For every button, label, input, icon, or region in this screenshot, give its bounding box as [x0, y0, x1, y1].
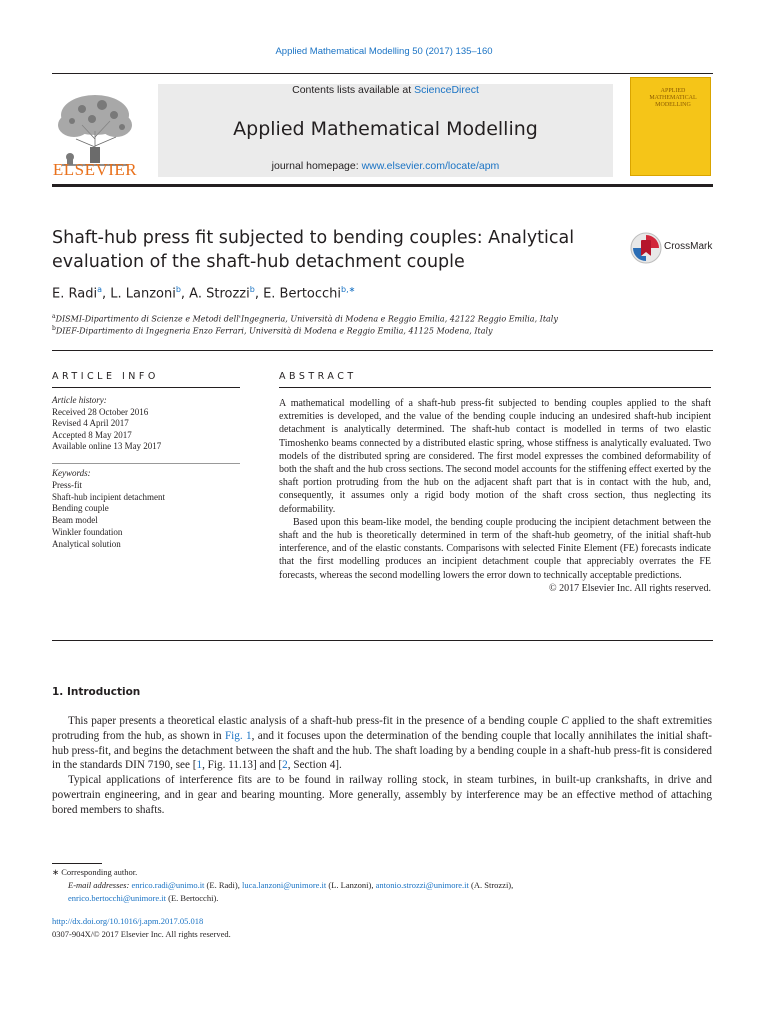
contents-line	[158, 84, 613, 96]
header-thick-rule	[52, 184, 713, 187]
email-link[interactable]: luca.lanzoni@unimore.it	[241, 879, 327, 890]
cover-title: APPLIED MATHEMATICAL MODELLING	[649, 88, 697, 108]
history-item: Accepted 8 May 2017	[52, 429, 132, 440]
keywords-rule	[52, 463, 240, 464]
reference-link-2[interactable]: 2	[282, 759, 288, 772]
abstract-paragraph: A mathematical modelling of a shaft-hub press-fit subjected to bending couples applied to the shaft extremities is developed, and the value of the bending couple inducing an undesired shaft-hub incipient detachment is analytically determined. The shaft-hub contact is modelled in terms of two elastic Timoshenko beams connected by a distributed elastic spring, whose stiffness is analytically evaluated. Two models of the distributed spring are considered. The first model expresses the combined deformability of both the shaft and the hub cross sections. The second model accounts for the stiffening effect exerted by the shaft portion protruding from the hub on the adjacent shaft part that is in contact with the hub, and, consequently, it assumes only a rigid body motion of the shaft cross section, thus neglecting its deformability.	[279, 398, 711, 515]
introduction-body	[52, 714, 712, 818]
text: This paper presents a theoretical elastic analysis of a shaft-hub press-fit in the presence of a bending couple	[68, 715, 562, 727]
sciencedirect-link[interactable]: ScienceDirect	[414, 84, 479, 96]
affiliation-b	[52, 325, 493, 336]
author-name[interactable]: A. Strozzi	[189, 286, 250, 302]
homepage-line	[158, 160, 613, 172]
author-separator: ,	[101, 286, 111, 302]
journal-reference[interactable]: Applied Mathematical Modelling 50 (2017) 135–160	[275, 46, 493, 57]
article-info-heading: ARTICLE INFO	[52, 371, 159, 382]
author-name[interactable]: E. Bertocchi	[263, 286, 342, 302]
doi-block	[52, 915, 231, 941]
keyword: Bending couple	[52, 503, 109, 514]
doi-link[interactable]: http://dx.doi.org/10.1016/j.apm.2017.05.018	[52, 916, 204, 926]
keywords-label: Keywords:	[52, 468, 91, 478]
homepage-prefix: journal homepage:	[271, 160, 362, 172]
author-affiliation-marker[interactable]: b	[175, 285, 181, 294]
contents-prefix: Contents lists available at	[292, 84, 415, 96]
abstract-heading: ABSTRACT	[279, 371, 357, 382]
author-separator: ,	[180, 286, 190, 302]
issn-line: 0307-904X/© 2017 Elsevier Inc. All rights reserved.	[52, 928, 231, 939]
abstract-body	[279, 397, 711, 595]
history-item: Received 28 October 2016	[52, 406, 149, 417]
email-addresses	[52, 879, 712, 905]
keyword: Beam model	[52, 515, 98, 526]
figure-link[interactable]: Fig. 1	[224, 729, 252, 742]
author-affiliation-marker[interactable]: a	[97, 285, 102, 294]
email-label: E-mail addresses:	[68, 879, 132, 890]
keywords-list	[52, 468, 240, 551]
keyword: Shaft-hub incipient detachment	[52, 491, 165, 502]
intro-paragraph	[52, 714, 712, 773]
author-name[interactable]: E. Radi	[52, 286, 98, 302]
keyword: Winkler foundation	[52, 526, 123, 537]
article-history	[52, 395, 240, 453]
affiliation-marker: a	[52, 313, 56, 320]
text: , Section 4].	[287, 759, 342, 772]
author-separator: ,	[254, 286, 264, 302]
keyword: Analytical solution	[52, 538, 121, 549]
email-link[interactable]: antonio.strozzi@unimore.it	[375, 879, 469, 890]
symbol-c: C	[561, 715, 569, 727]
crossmark-icon[interactable]	[630, 232, 662, 264]
abstract-paragraph: Based upon this beam-like model, the bending couple producing the incipient detachment between the shaft and the hub is theoretically determined in term of the shaft-hub geometry, of the initial shaft-hub interference, and of the elastic constants. Comparisons with selected Finite Element (FE) forecasts indicate that the first modelling produces an incipient detachment couple that appreciably overrates the FE forecasts, whereas the second modelling lowers the error down to technically acceptable predictions.	[279, 516, 711, 581]
abstract-copyright: © 2017 Elsevier Inc. All rights reserved.	[548, 582, 711, 594]
journal-homepage-link[interactable]: www.elsevier.com/locate/apm	[361, 160, 500, 172]
history-label: Article history:	[52, 395, 107, 405]
author-affiliation-marker[interactable]: b,∗	[341, 285, 356, 294]
history-item: Available online 13 May 2017	[52, 441, 162, 452]
header-rule	[52, 73, 713, 74]
email-link[interactable]: enrico.radi@unimo.it	[131, 879, 205, 890]
history-item: Revised 4 April 2017	[52, 418, 129, 429]
journal-title: Applied Mathematical Modelling	[233, 118, 538, 140]
abstract-rule	[279, 387, 711, 388]
affiliation-a	[52, 313, 558, 324]
text: applied to the shaft extremities protruding from the hub, as shown in	[52, 715, 713, 742]
author-list	[52, 285, 355, 301]
affiliation-marker: b	[52, 325, 56, 332]
email-owner: (L. Lanzoni),	[326, 879, 376, 890]
paper-title: Shaft-hub press fit subjected to bending couples: Analytical evaluation of the shaft-hub detachment couple	[52, 228, 575, 272]
crossmark-label[interactable]: CrossMark	[664, 241, 713, 252]
reference-link-1[interactable]: 1	[196, 759, 203, 772]
corresponding-author-note: ∗ Corresponding author.	[52, 867, 138, 877]
intro-paragraph: Typical applications of interference fits are to be found in railway rolling stock, in steam turbines, in built-up crankshafts, in drive and powertrain engineering, and in gear and bearing mounting. More generally, assembly by interference may be an effective method of attaching bored members to shafts.	[52, 774, 712, 816]
footnotes	[52, 866, 712, 904]
section-rule	[52, 350, 713, 351]
email-owner: (A. Strozzi),	[468, 879, 514, 890]
email-owner: (E. Bertocchi).	[166, 892, 219, 903]
text: , Fig. 11.13] and [	[202, 759, 283, 772]
journal-cover-thumbnail[interactable]	[630, 77, 711, 176]
author-name[interactable]: L. Lanzoni	[110, 286, 176, 302]
email-link[interactable]: enrico.bertocchi@unimore.it	[68, 892, 166, 903]
keyword: Press-fit	[52, 479, 82, 490]
article-info-rule	[52, 387, 240, 388]
introduction-heading: 1. Introduction	[52, 686, 141, 698]
publisher-name: ELSEVIER	[52, 160, 138, 179]
author-affiliation-marker[interactable]: b	[249, 285, 255, 294]
section-rule	[52, 640, 713, 641]
footnote-rule	[52, 863, 102, 864]
affiliation-text: DIEF-Dipartimento di Ingegneria Enzo Ferrari, Università di Modena e Reggio Emilia, 41125 Modena, Italy	[55, 326, 493, 336]
text: , and it focuses upon the determination of the bending couple that locally annihilates the initial shaft-hub press-fit, and begins the detachment between the shaft and the hub. The shaft loading by a bending couple in a shaft-hub press-fit is considered in the standards DIN 7190, see [	[52, 729, 712, 772]
affiliation-text: DISMI-Dipartimento di Scienze e Metodi dell'Ingegneria, Università di Modena e Reggio Emilia, 42122 Reggio Emilia, Italy	[55, 314, 558, 324]
email-owner: (E. Radi),	[204, 879, 242, 890]
